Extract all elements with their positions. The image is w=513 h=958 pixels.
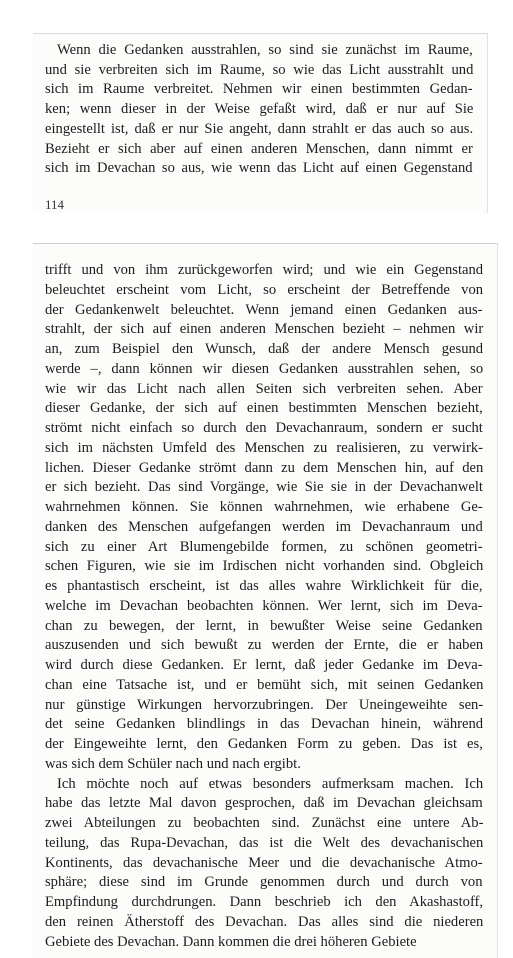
text-line: der Eingeweihte lernt, den Gedanken Form zu geben. Das ist es, xyxy=(45,736,483,752)
text-line: beleuchtet erscheint vom Licht, so erscheint der Betreffende von xyxy=(45,281,484,298)
text-line: ken; wenn dieser in der Weise gefaßt wird, daß er nur auf Sie xyxy=(45,101,474,118)
text-line: chan zu bewegen, der lernt, in bewußter Weise seine Gedanken xyxy=(45,617,483,634)
text-line: er sich bezieht. Das sind Vorgänge, wie Sie sie in der Devachanwelt xyxy=(45,479,483,496)
text-line: zwei Abteilungen zu beobachten sind. Zunächst eine untere Ab- xyxy=(45,815,484,831)
text-line: nur günstige Wirkungen hervorzubringen. Der Uneingeweihte sen- xyxy=(45,696,484,713)
text-line: Ich möchte noch auf etwas besonders aufmerksam machen. Ich xyxy=(57,775,484,792)
text-line: der Gedankenwelt beleuchtet. Wenn jemand einen Gedanken aus- xyxy=(45,301,483,318)
text-line: sich im Raume verbreitet. Nehmen wir einen bestimmten Gedan- xyxy=(45,81,473,98)
text-line: es phantastisch erscheint, ist das alles wahre Wirklichkeit für die, xyxy=(45,578,483,594)
text-line: wie wir das Licht nach allen Seiten sich verbreiten sehen. Aber xyxy=(45,380,483,397)
page-number: 114 xyxy=(45,197,65,212)
text-line: welche im Devachan beobachten können. Wer lernt, sich im Deva- xyxy=(45,597,483,614)
text-line: trifft und von ihm zurückgeworfen wird; und wie ein Gegenstand xyxy=(45,262,484,278)
text-line: chan eine Tatsache ist, und er bemüht sich, mit seinen Gedanken xyxy=(45,676,484,693)
text-line: strömt nicht einfach so durch den Devachanraum, sondern er sucht xyxy=(45,420,483,436)
text-line: den reinen Ätherstoff des Devachan. Das alles sind die niederen xyxy=(45,913,484,930)
text-line: danken des Menschen aufgefangen werden im Devachanraum und xyxy=(45,518,483,535)
text-line: sphäre; diese sind im Grunde genommen durch und durch von xyxy=(45,874,483,891)
text-line: schen Figuren, wie sie im Irdischen nicht vorhanden sind. Obgleich xyxy=(45,558,484,575)
text-line: lichen. Dieser Gedanke strömt dann zu dem Menschen hin, auf den xyxy=(45,459,484,476)
text-line: auszusenden und sich bewußt zu werden der Ernte, die er haben xyxy=(45,637,484,654)
text-line: Bezieht er sich aber auf einen anderen Menschen, dann nimmt er xyxy=(45,140,473,157)
text-line: eingestellt ist, daß er nur Sie angeht, dann strahlt er das auch so aus. xyxy=(45,120,474,137)
text-line: Kontinents, das devachanische Meer und die devachanische Atmo- xyxy=(45,854,483,871)
text-line: sich zu einer Art Blumengebilde formen, zu schönen geometri- xyxy=(45,538,483,555)
text-line: wird durch diese Gedanken. Er lernt, daß jeder Gedanke im Deva- xyxy=(45,657,483,673)
text-line: teilung, das Rupa-Devachan, das ist die Welt des devachanischen xyxy=(45,834,484,851)
text-line: werde –, dann können wir diesen Gedanken ausstrahlen sehen, so xyxy=(45,360,484,377)
book-page-upper xyxy=(33,33,488,213)
text-line: wahrnehmen können. Sie können wahrnehmen, wie erhabene Ge- xyxy=(45,499,483,515)
text-line: strahlt, der sich auf einen anderen Menschen bezieht – nehmen wir xyxy=(45,321,484,338)
text-line: dieser Gedanke, der sich auf einen bestimmten Menschen bezieht, xyxy=(45,400,483,417)
book-page-lower xyxy=(33,243,498,958)
text-line: und sie verbreiten sich im Raume, so wie das Licht ausstrahlt und xyxy=(45,61,474,78)
text-line: Wenn die Gedanken ausstrahlen, so sind sie zunächst im Raume, xyxy=(57,42,473,58)
text-line: sich im Devachan so aus, wie wenn das Licht auf einen Gegenstand xyxy=(45,160,473,177)
text-line: an, zum Beispiel den Wunsch, daß der andere Mensch gesund xyxy=(45,341,484,357)
text-line: Gebiete des Devachan. Dann kommen die drei höheren Gebiete xyxy=(45,933,417,950)
text-line: habe das letzte Mal davon gesprochen, daß im Devachan gleichsam xyxy=(45,795,483,812)
text-line: det seine Gedanken blindlings in das Devachan hinein, während xyxy=(45,716,484,733)
text-line: Empfindung durchdrungen. Dann beschrieb ich den Akashastoff, xyxy=(45,894,484,910)
text-line: sich im nächsten Umfeld des Menschen zu realisieren, zu verwirk- xyxy=(45,439,483,456)
text-line: was sich dem Schüler nach und nach ergibt. xyxy=(45,755,301,772)
